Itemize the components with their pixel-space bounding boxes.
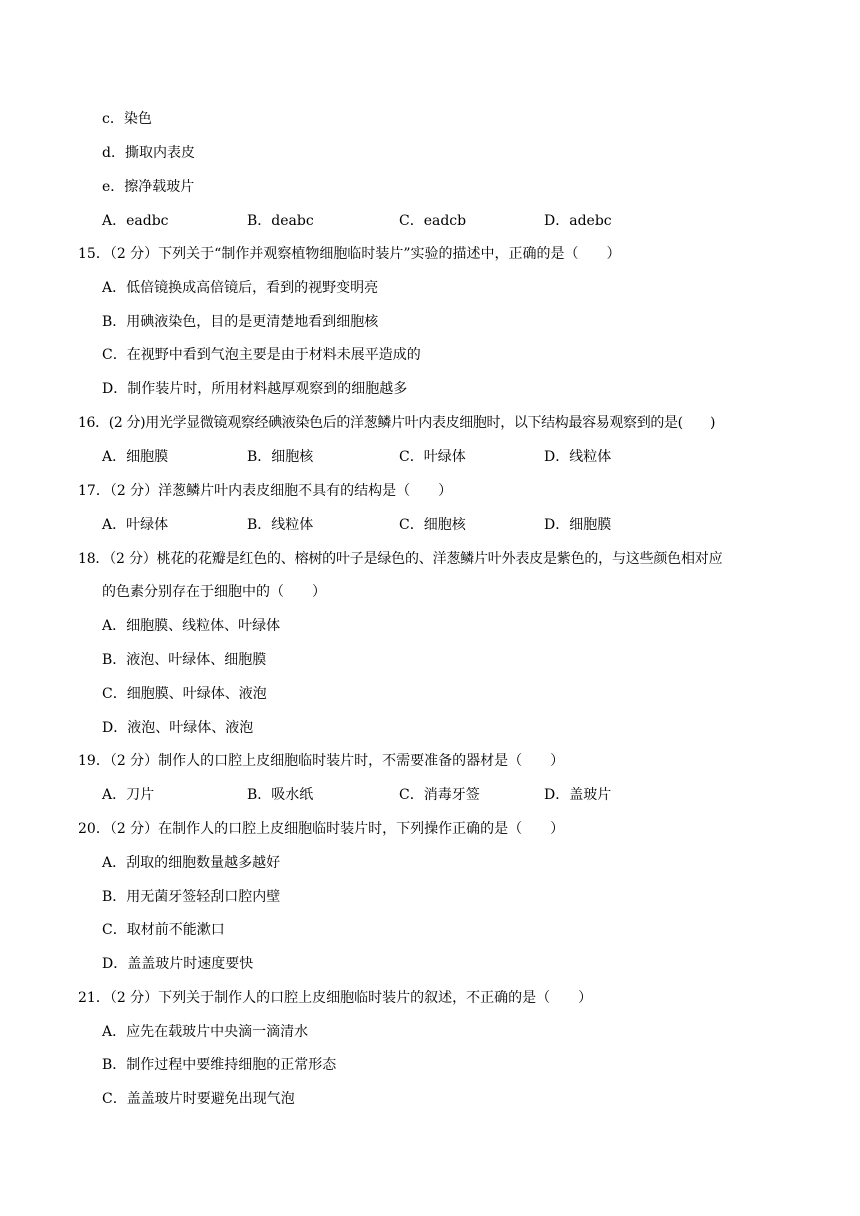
q18-option-b: B．液泡、叶绿体、细胞膜 — [102, 652, 267, 668]
q14-step-c: c．染色 — [102, 111, 152, 127]
q21-option-a: A．应先在载玻片中央滴一滴清水 — [102, 1024, 309, 1040]
q16-stem: 16．(2 分)用光学显微镜观察经碘液染色后的洋葱鳞片叶内表皮细胞时，以下结构最容易观察到的是( ) — [78, 415, 716, 431]
q15-option-a: A．低倍镜换成高倍镜后，看到的视野变明亮 — [102, 280, 379, 296]
q20-option-b: B．用无菌牙签轻刮口腔内壁 — [102, 889, 281, 905]
q19-options — [102, 785, 802, 805]
q19-option-a: A．刀片 — [102, 787, 155, 803]
q15-option-c: C．在视野中看到气泡主要是由于材料未展平造成的 — [102, 347, 421, 363]
q16-options — [102, 447, 802, 467]
q14-option-b: B．deabc — [247, 213, 314, 229]
q16-option-b: B．细胞核 — [247, 449, 314, 465]
q14-options — [102, 211, 802, 231]
q17-option-d: D．细胞膜 — [544, 517, 612, 533]
q19-option-b: B．吸水纸 — [247, 787, 314, 803]
q17-option-a: A．叶绿体 — [102, 517, 169, 533]
q21-option-b: B．制作过程中要维持细胞的正常形态 — [102, 1057, 337, 1073]
q20-option-d: D．盖盖玻片时速度要快 — [102, 956, 254, 972]
q14-step-d: d．撕取内表皮 — [102, 145, 195, 161]
q14-option-d: D．adebc — [544, 213, 612, 229]
q20-option-a: A．刮取的细胞数量越多越好 — [102, 855, 281, 871]
q16-option-c: C．叶绿体 — [399, 449, 466, 465]
q19-option-c: C．消毒牙签 — [399, 787, 480, 803]
q16-option-a: A．细胞膜 — [102, 449, 169, 465]
q20-stem: 20．（2 分）在制作人的口腔上皮细胞临时装片时，下列操作正确的是（ ） — [78, 821, 565, 837]
q19-stem: 19．（2 分）制作人的口腔上皮细胞临时装片时，不需要准备的器材是（ ） — [78, 753, 565, 769]
q17-option-c: C．细胞核 — [399, 517, 466, 533]
q15-stem: 15．（2 分）下列关于“制作并观察植物细胞临时装片”实验的描述中，正确的是（ ） — [78, 246, 621, 262]
q16-option-d: D．线粒体 — [544, 449, 612, 465]
q15-option-b: B．用碘液染色，目的是更清楚地看到细胞核 — [102, 314, 379, 330]
q18-stem-line1: 18．（2 分）桃花的花瓣是红色的、榕树的叶子是绿色的、洋葱鳞片叶外表皮是紫色的，与这些颜色相对应 — [78, 551, 723, 567]
q17-options — [102, 515, 802, 535]
q14-step-e: e．擦净载玻片 — [102, 179, 195, 195]
q14-option-a: A．eadbc — [102, 213, 169, 229]
q15-option-d: D．制作装片时，所用材料越厚观察到的细胞越多 — [102, 381, 408, 397]
q18-option-c: C．细胞膜、叶绿体、液泡 — [102, 686, 267, 702]
q14-option-c: C．eadcb — [399, 213, 467, 229]
q21-stem: 21．（2 分）下列关于制作人的口腔上皮细胞临时装片的叙述，不正确的是（ ） — [78, 990, 593, 1006]
q21-option-c: C．盖盖玻片时要避免出现气泡 — [102, 1091, 295, 1107]
q20-option-c: C．取材前不能漱口 — [102, 922, 225, 938]
q18-option-a: A．细胞膜、线粒体、叶绿体 — [102, 618, 281, 634]
q17-stem: 17．（2 分）洋葱鳞片叶内表皮细胞不具有的结构是（ ） — [78, 483, 453, 499]
q18-option-d: D．液泡、叶绿体、液泡 — [102, 720, 254, 736]
q18-stem-line2: 的色素分别存在于细胞中的（ ） — [102, 584, 326, 600]
q17-option-b: B．线粒体 — [247, 517, 314, 533]
q19-option-d: D．盖玻片 — [544, 787, 612, 803]
